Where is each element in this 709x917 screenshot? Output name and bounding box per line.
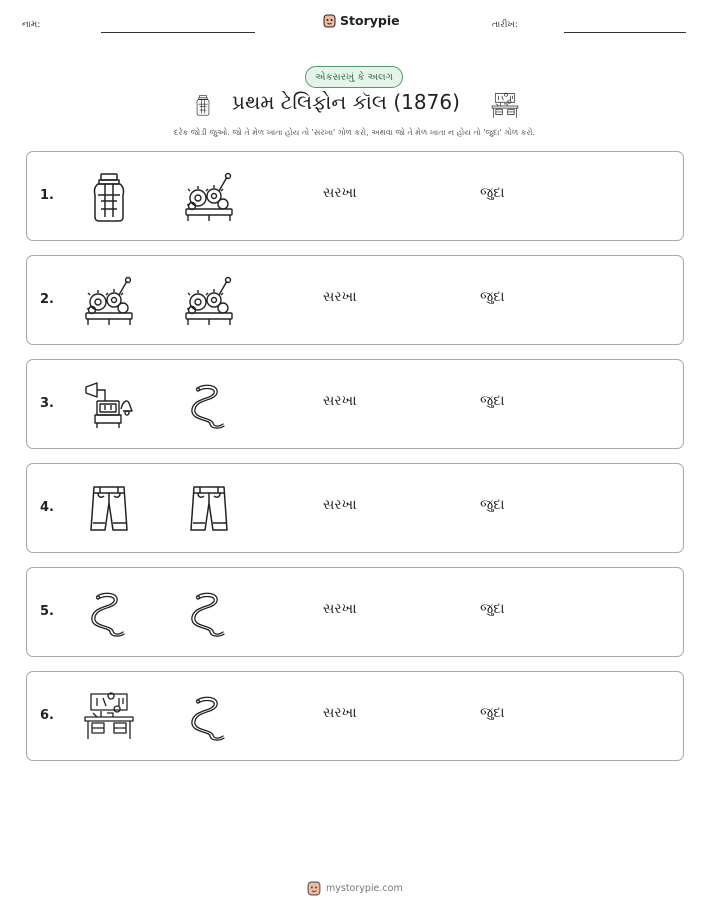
storypie-mascot-icon: [307, 881, 321, 896]
date-label: તારીખ:: [492, 20, 518, 30]
different-option[interactable]: જુદા: [480, 705, 505, 721]
question-number: 1.: [40, 188, 54, 203]
brand-name: Storypie: [340, 13, 400, 28]
question-row: [26, 671, 684, 761]
same-option[interactable]: સરખા: [323, 705, 357, 721]
different-option[interactable]: જુદા: [480, 393, 505, 409]
question-row: [26, 463, 684, 553]
name-label: નામ:: [22, 20, 41, 30]
activity-tag-label: એકસરખું કે અલગ: [315, 71, 393, 83]
same-option[interactable]: સરખા: [323, 393, 357, 409]
name-line[interactable]: [101, 32, 255, 33]
gear-machine-icon: [83, 275, 135, 327]
question-number: 6.: [40, 708, 54, 723]
battery-jar-icon: [83, 171, 135, 223]
storypie-mascot-icon: [323, 14, 336, 28]
same-option[interactable]: સરખા: [323, 185, 357, 201]
question-number: 4.: [40, 500, 54, 515]
same-option[interactable]: સરખા: [323, 601, 357, 617]
pants-icon: [183, 483, 235, 535]
question-row: [26, 151, 684, 241]
coiled-wire-icon: [83, 587, 135, 639]
same-option[interactable]: સરખા: [323, 497, 357, 513]
different-option[interactable]: જુદા: [480, 601, 505, 617]
question-row: [26, 255, 684, 345]
question-row: [26, 359, 684, 449]
coiled-wire-icon: [183, 379, 235, 431]
workshop-desk-icon: [490, 92, 520, 120]
activity-tag: [305, 66, 403, 88]
gear-machine-icon: [183, 171, 235, 223]
page-title: પ્રથમ ટેલિફોન કૉલ (1876): [232, 90, 460, 114]
different-option[interactable]: જુદા: [480, 185, 505, 201]
instructions: દરેક જોડી જુઓ. જો તે મેળ ખાતા હોય તો 'સરખા' ગોળ કરો, અથવા જો તે મેળ ખાતા ન હોય તો 'જુદા' ગોળ કરો.: [173, 128, 536, 137]
question-row: [26, 567, 684, 657]
pants-icon: [83, 483, 135, 535]
date-line[interactable]: [564, 32, 686, 33]
coiled-wire-icon: [183, 587, 235, 639]
different-option[interactable]: જુદા: [480, 289, 505, 305]
different-option[interactable]: જુદા: [480, 497, 505, 513]
question-number: 2.: [40, 292, 54, 307]
question-number: 3.: [40, 396, 54, 411]
question-number: 5.: [40, 604, 54, 619]
workshop-desk-icon: [83, 691, 135, 743]
coiled-wire-icon: [183, 691, 235, 743]
footer-url[interactable]: mystorypie.com: [326, 883, 403, 894]
gear-machine-icon: [183, 275, 235, 327]
same-option[interactable]: સરખા: [323, 289, 357, 305]
battery-jar-icon: [192, 91, 214, 119]
brand-logo: [323, 13, 400, 28]
footer: [307, 881, 403, 896]
gramophone-telephone-icon: [83, 379, 135, 431]
